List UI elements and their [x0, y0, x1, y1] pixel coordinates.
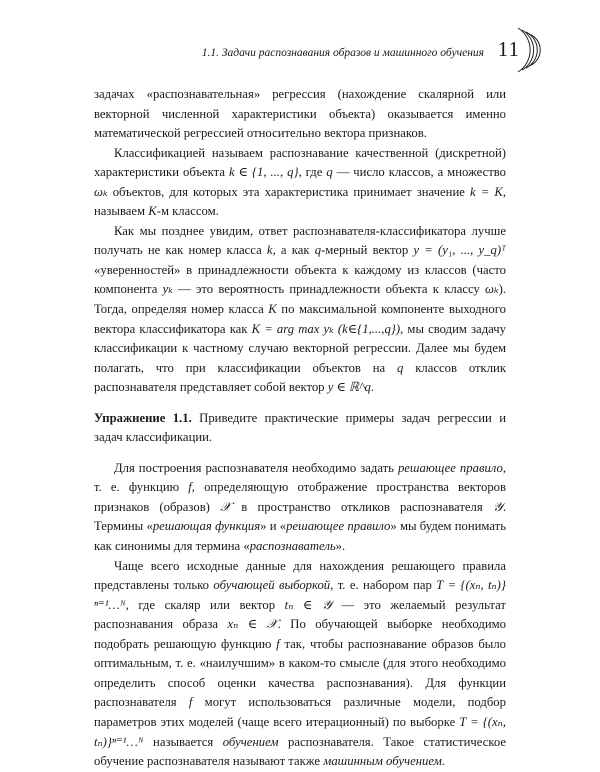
exercise-text: Приведите практические примеры задач регрессии и задач классификации.	[94, 410, 506, 445]
exercise-1-1	[94, 409, 506, 448]
math-K: K	[148, 204, 157, 219]
running-head: 1.1. Задачи распознавания образов и машинного обучения	[201, 47, 484, 59]
decorative-arcs-icon	[514, 20, 558, 80]
term-training-set: обучающей выборкой	[213, 578, 331, 593]
page-body	[94, 85, 506, 772]
term-training: обучением	[222, 734, 279, 749]
math-q: q	[326, 165, 333, 180]
math-k-eq-K: k = K	[469, 184, 503, 199]
paragraph-regression-end: задачах «распознавательная» регрессия (нахождение скалярной или векторной численной характеристики объекта) оказывается именно математической регрессией относительно вектора признаков.	[94, 87, 506, 141]
math-y-in-R: y ∈ ℝ^q	[327, 380, 371, 395]
math-omega-k: ωₖ	[94, 184, 108, 199]
term-decision-rule: решающее правило	[397, 460, 503, 475]
paragraph-classifier-output: Как мы позднее увидим, ответ распознавателя-классификатора лучше получать не как номер класса k, а как q-мерный вектор y = (y₁, ..., y_q)ᵀ «уверенностей» в принадлежности объекта к каждому из классов (часто компонента yₖ — это вероятность принадлежности объекта к классу ωₖ). Тогда, определяя номер класса K по максимальной компоненте выходного вектора классификатора как K = arg max yₖ (k∈{1,...,q}), мы сводим задачу классификации к частному случаю векторной регрессии. Далее мы будем полагать, что при классификации объектов на q классов отклик распознавателя представляет собой вектор y ∈ ℝ^q.	[94, 223, 506, 395]
paragraph-training-set: Чаще всего исходные данные для нахождения решающего правила представлены только обучающей выборкой, т. е. набором пар T = {(xₙ, tₙ)}ⁿ⁼¹…ᴺ, где скаляр или вектор tₙ ∈ 𝒴 — это желаемый результат распознавания образа xₙ ∈ 𝒳. По обучающей выборке необходимо подобрать решающую функцию f так, чтобы распознавание образов было оптимальным, т. е. «наилучшим» в каком-то смысле (для этого необходимо определить способ оценки качества распознавания). Для функции распознавателя f могут использоваться различные модели, подбор параметров этих моделей (чаще всего итерационный) по выборке T = {(xₙ, tₙ)}ⁿ⁼¹…ᴺ называется обучением распознавателя. Такое статистическое обучение распознавателя называют также машинным обучением.	[94, 558, 506, 769]
paragraph-classification: Классификацией называем распознавание качественной (дискретной) характеристики объекта k ∈ {1, ..., q}, где q — число классов, а множество ωₖ объектов, для которых эта характеристика принимает значение k = K, называем K-м классом.	[94, 145, 506, 219]
math-k-range: k ∈ {1, ..., q}	[228, 165, 299, 180]
term-machine-learning: машинным обучением	[323, 754, 442, 769]
page-header	[0, 0, 600, 80]
exercise-label: Упражнение 1.1.	[94, 410, 192, 425]
math-T-set: T = {(xₙ, tₙ)}ⁿ⁼¹…ᴺ	[94, 578, 506, 612]
math-argmax: K = arg max yₖ (k∈{1,...,q})	[251, 321, 401, 336]
page-number: 11	[497, 37, 520, 61]
math-y-vector: y = (y₁, ..., y_q)ᵀ	[413, 243, 506, 258]
paragraph-decision-rule: Для построения распознавателя необходимо задать решающее правило, т. е. функцию f, определяющую отображение пространства векторов признаков (образов) 𝒳 в пространство откликов распознавателя 𝒴. Термины «решающая функция» и «решающее правило» мы будем понимать как синонимы для термина «распознаватель».	[94, 460, 507, 554]
